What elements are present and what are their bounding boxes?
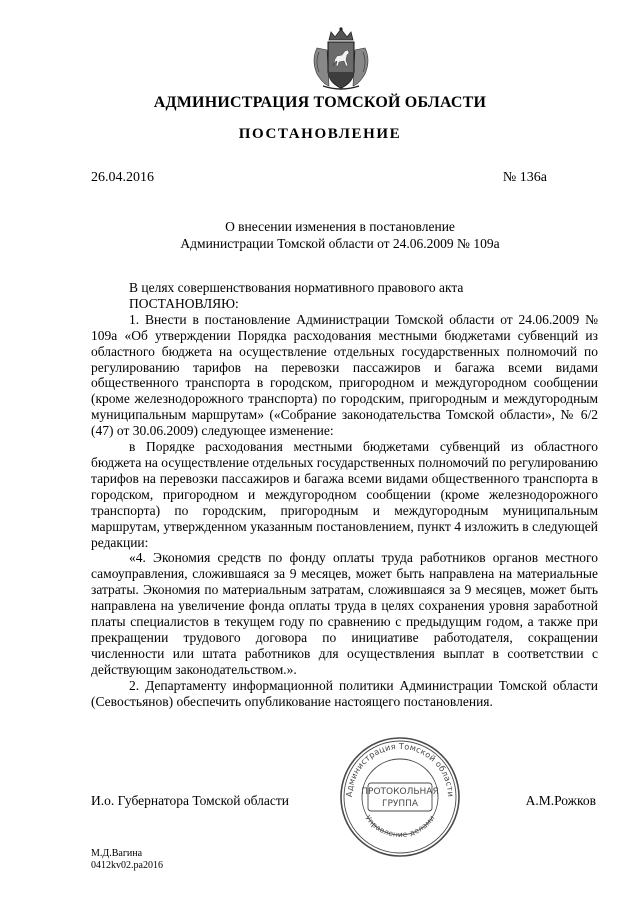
stamp-bottom-text: Управление делами <box>363 813 437 840</box>
signatory-role: И.о. Губернатора Томской области <box>91 793 289 808</box>
stamp-center-line-1: ПРОТОКОЛЬНАЯ <box>361 787 439 797</box>
document-body <box>91 280 598 709</box>
subject-line-2: Администрации Томской области от 24.06.2009 № 109а <box>180 235 500 251</box>
document-number: № 136а <box>502 170 547 185</box>
tomsk-coat-of-arms-icon <box>309 26 373 92</box>
amendment-paragraph: в Порядке расходования местными бюджетами субвенций из областного бюджета на осуществление отдельных государственных полномочий по регулированию тарифов на перевозки пассажиров и багажа всеми видами общественного транспорта в городском, пригородном и междугородном сообщении (кроме железнодорожного транспорта) по городским, пригородным и междугородным муниципальным маршрутам, утвержденном указанным постановлением, пункт 4 изложить в следующей редакции: <box>91 439 598 550</box>
document-date: 26.04.2016 <box>91 170 154 185</box>
preamble-paragraph: В целях совершенствования нормативного правового акта <box>129 280 464 295</box>
new-clause-4-paragraph: «4. Экономия средств по фонду оплаты труда работников органов местного самоуправления, сложившаяся за 9 месяцев, может быть направлена на материальные затраты. Экономия по материальным затратам, сложившаяся за 9 месяцев, может быть направлена на увеличение фонда оплаты труда в целях сохранения уровня заработной платы специалистов в текущем году по сравнению с предыдущим годом, а также при прекращении трудового договора по инициативе работодателя, сокращении численности или штата работников для осуществления выплат в соответствии с действующим законодательством.». <box>91 550 598 677</box>
stamp-outer-text: Администрация Томской области <box>343 740 457 798</box>
subject-line-1: О внесении изменения в постановление <box>225 219 455 234</box>
svg-text:Управление делами <box>363 814 436 840</box>
footer-author: М.Д.Вагина <box>91 848 143 859</box>
clause-2-paragraph: 2. Департаменту информационной политики Администрации Томской области (Севостьянов) обеспечить опубликование настоящего постановления. <box>91 677 598 709</box>
document-type-heading: ПОСТАНОВЛЕНИЕ <box>238 126 402 142</box>
footer-info <box>91 848 163 872</box>
resolution-word: ПОСТАНОВЛЯЮ: <box>129 295 239 311</box>
signatory-name: А.М.Рожков <box>525 793 596 808</box>
stamp-center-line-2: ГРУППА <box>381 799 419 809</box>
document-subject <box>120 219 560 252</box>
clause-1-paragraph: 1. Внести в постановление Администрации Томской области от 24.06.2009 № 109а «Об утверждении Порядка расходования местными бюджетами субвенций из областного бюджета на осуществление отдельных государственных полномочий по регулированию тарифов на перевозки пассажиров и багажа всеми видами общественного транспорта в городском, пригородном и междугородном сообщении (кроме железнодорожного транспорта) по городским, пригородным и междугородным муниципальным маршрутам» («Собрание законодательства Томской области», № 6/2 (47) от 30.06.2009) следующее изменение: <box>91 311 598 439</box>
round-stamp <box>338 735 462 859</box>
footer-doc-code: 0412kv02.pa2016 <box>91 860 163 871</box>
organization-title: АДМИНИСТРАЦИЯ ТОМСКОЙ ОБЛАСТИ <box>153 94 487 111</box>
